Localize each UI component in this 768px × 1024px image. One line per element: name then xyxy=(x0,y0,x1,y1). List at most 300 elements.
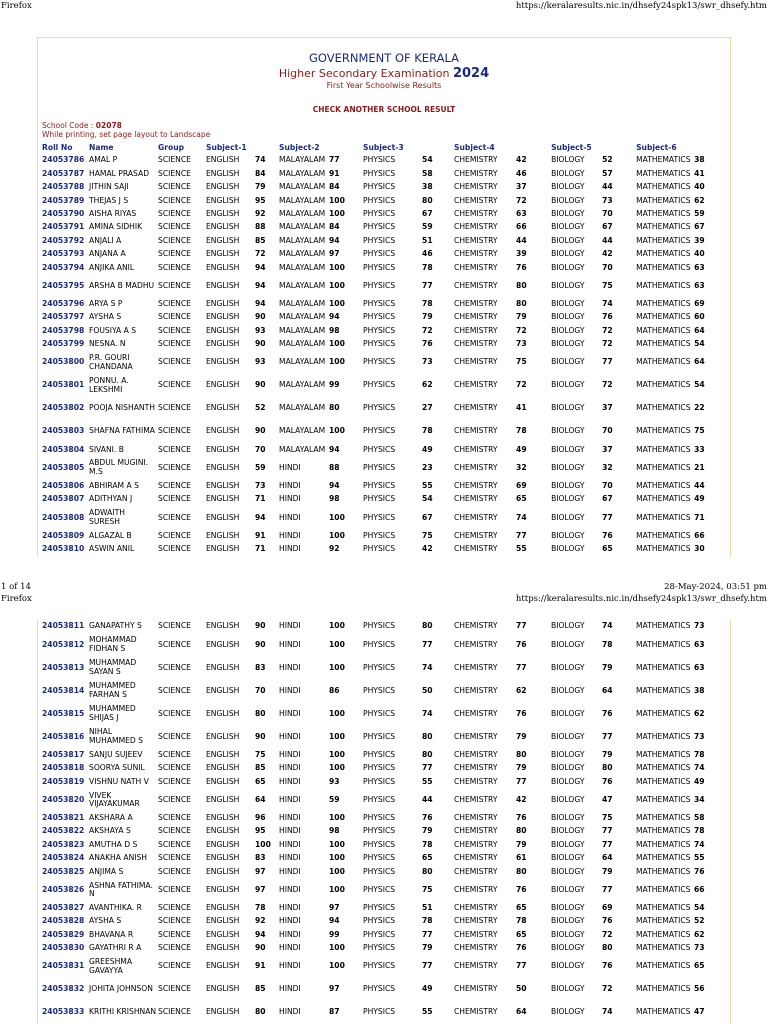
subject-name: MALAYALAM xyxy=(279,339,326,349)
subject-mark: 74 xyxy=(422,708,433,718)
student-name: ABHIRAM A S xyxy=(89,480,139,490)
table-row xyxy=(41,633,714,656)
table-row xyxy=(41,456,714,479)
subject-mark: 64 xyxy=(516,1007,527,1017)
subject-mark: 49 xyxy=(694,494,705,504)
subject-name: CHEMISTRY xyxy=(454,235,498,245)
check-another-school-link[interactable]: CHECK ANOTHER SCHOOL RESULT xyxy=(312,105,456,114)
subject-name: BIOLOGY xyxy=(551,262,585,272)
subject-mark: 100 xyxy=(329,621,345,631)
student-name: GANAPATHY S xyxy=(89,621,142,631)
subject-mark: 98 xyxy=(329,325,340,335)
subject-name: CHEMISTRY xyxy=(454,444,498,454)
subject-name: HINDI xyxy=(279,884,301,894)
subject-mark: 77 xyxy=(422,763,433,773)
subject-mark: 67 xyxy=(602,222,613,232)
group: SCIENCE xyxy=(158,380,191,390)
subject-mark: 80 xyxy=(516,298,527,308)
roll-number: 24053823 xyxy=(42,839,85,849)
student-name: ABDUL MUGINI. M.S xyxy=(89,458,149,476)
subject-mark: 63 xyxy=(694,280,705,290)
group: SCIENCE xyxy=(158,298,191,308)
subject-name: ENGLISH xyxy=(206,685,240,695)
subject-mark: 65 xyxy=(516,929,527,939)
subject-mark: 100 xyxy=(329,339,345,349)
student-name: MUHAMMED SHIJAS J xyxy=(89,704,136,722)
subject-mark: 49 xyxy=(422,984,433,994)
subject-mark: 80 xyxy=(516,866,527,876)
group: SCIENCE xyxy=(158,685,191,695)
student-name: AYSHA S xyxy=(89,916,122,926)
subject-name: CHEMISTRY xyxy=(454,813,498,822)
table-row xyxy=(41,248,714,261)
roll-number: 24053787 xyxy=(42,168,85,178)
group: SCIENCE xyxy=(158,512,191,522)
subject-mark: 54 xyxy=(422,494,433,504)
subject-name: PHYSICS xyxy=(363,813,396,822)
subject-name: PHYSICS xyxy=(363,262,396,272)
subject-mark: 80 xyxy=(422,749,433,759)
subject-name: CHEMISTRY xyxy=(454,544,498,554)
table-row xyxy=(41,838,714,851)
group: SCIENCE xyxy=(158,708,191,718)
subject-name: ENGLISH xyxy=(206,195,240,205)
subject-mark: 77 xyxy=(602,512,613,522)
student-name: ASHNA FATHIMA. N xyxy=(89,880,153,899)
subject-name: CHEMISTRY xyxy=(454,312,498,322)
subject-name: CHEMISTRY xyxy=(454,794,498,804)
subject-mark: 93 xyxy=(255,325,266,335)
subject-mark: 72 xyxy=(516,325,527,335)
subject-mark: 77 xyxy=(602,839,613,849)
table-row xyxy=(41,702,714,725)
group: SCIENCE xyxy=(158,262,191,272)
subject-name: MATHEMATICS xyxy=(636,708,691,718)
subject-mark: 64 xyxy=(255,794,266,804)
group: SCIENCE xyxy=(158,426,191,436)
subject-mark: 54 xyxy=(422,155,433,165)
subject-mark: 78 xyxy=(422,298,433,308)
subject-mark: 80 xyxy=(422,866,433,876)
subject-name: BIOLOGY xyxy=(551,380,585,390)
subject-mark: 79 xyxy=(422,826,433,836)
subject-mark: 55 xyxy=(422,1007,433,1017)
subject-mark: 92 xyxy=(255,209,266,218)
subject-mark: 90 xyxy=(255,621,266,631)
subject-mark: 100 xyxy=(329,262,345,272)
table-row xyxy=(41,978,714,1001)
subject-name: ENGLISH xyxy=(206,168,240,178)
subject-mark: 62 xyxy=(422,380,433,390)
subject-name: BIOLOGY xyxy=(551,339,585,349)
subject-mark: 100 xyxy=(255,839,271,849)
column-header: Roll No xyxy=(42,143,73,152)
group: SCIENCE xyxy=(158,813,191,822)
column-header: Subject-3 xyxy=(363,143,404,152)
group: SCIENCE xyxy=(158,731,191,741)
subject-mark: 76 xyxy=(516,262,527,272)
roll-number: 24053790 xyxy=(42,209,85,218)
subject-name: PHYSICS xyxy=(363,794,396,804)
subject-mark: 71 xyxy=(255,494,266,504)
subject-name: HINDI xyxy=(279,916,301,926)
subject-name: MATHEMATICS xyxy=(636,262,691,272)
subject-name: MATHEMATICS xyxy=(636,155,691,165)
table-row xyxy=(41,865,714,878)
subject-name: MATHEMATICS xyxy=(636,839,691,849)
subject-mark: 77 xyxy=(422,639,433,649)
subject-mark: 37 xyxy=(602,403,613,413)
subject-name: BIOLOGY xyxy=(551,182,585,192)
subject-mark: 73 xyxy=(255,480,266,490)
roll-number: 24053794 xyxy=(42,262,85,272)
subject-mark: 83 xyxy=(255,853,266,863)
subject-mark: 75 xyxy=(516,357,527,367)
subject-name: BIOLOGY xyxy=(551,480,585,490)
subject-name: PHYSICS xyxy=(363,168,396,178)
results-body-page-1 xyxy=(41,154,714,556)
student-name: MUHAMMED FARHAN S xyxy=(89,681,136,699)
roll-number: 24053825 xyxy=(42,866,85,876)
subject-mark: 60 xyxy=(694,312,705,322)
subject-mark: 100 xyxy=(329,763,345,773)
subject-name: BIOLOGY xyxy=(551,884,585,894)
subject-name: BIOLOGY xyxy=(551,621,585,631)
subject-mark: 38 xyxy=(422,182,433,192)
subject-mark: 87 xyxy=(329,1007,340,1017)
student-name: MUHAMMAD SAYAN S xyxy=(89,658,137,676)
subject-name: CHEMISTRY xyxy=(454,1007,498,1017)
roll-number: 24053792 xyxy=(42,235,85,245)
subject-name: PHYSICS xyxy=(363,312,396,322)
subject-mark: 72 xyxy=(602,380,613,390)
subject-name: CHEMISTRY xyxy=(454,426,498,436)
subject-name: MALAYALAM xyxy=(279,235,326,245)
subject-mark: 91 xyxy=(255,961,266,971)
subject-name: ENGLISH xyxy=(206,339,240,349)
roll-number: 24053829 xyxy=(42,929,85,939)
subject-mark: 64 xyxy=(694,357,705,367)
subject-mark: 90 xyxy=(255,380,266,390)
roll-number: 24053824 xyxy=(42,853,85,863)
table-row xyxy=(41,902,714,915)
subject-name: ENGLISH xyxy=(206,403,240,413)
student-name: NIHAL MUHAMMED S xyxy=(89,727,143,745)
subject-name: ENGLISH xyxy=(206,444,240,454)
subject-mark: 76 xyxy=(602,961,613,971)
subject-mark: 47 xyxy=(602,794,613,804)
subject-name: ENGLISH xyxy=(206,209,240,218)
print-datetime: 28-May-2024, 03:51 pm xyxy=(664,582,767,592)
subject-mark: 72 xyxy=(602,325,613,335)
roll-number: 24053828 xyxy=(42,916,85,926)
subject-mark: 64 xyxy=(602,853,613,863)
subject-name: MATHEMATICS xyxy=(636,182,691,192)
subject-name: MATHEMATICS xyxy=(636,1007,691,1017)
subject-mark: 100 xyxy=(329,639,345,649)
subject-name: MALAYALAM xyxy=(279,209,326,218)
subject-name: HINDI xyxy=(279,544,301,554)
subject-mark: 37 xyxy=(516,182,527,192)
page-url[interactable]: https://keralaresults.nic.in/dhsefy24spk13/swr_dhsefy.htm xyxy=(515,1,767,11)
group: SCIENCE xyxy=(158,544,191,554)
table-row xyxy=(41,725,714,748)
subject-mark: 79 xyxy=(422,943,433,953)
subject-mark: 100 xyxy=(329,530,345,540)
subject-name: ENGLISH xyxy=(206,826,240,836)
subject-mark: 42 xyxy=(516,155,527,165)
table-row xyxy=(41,234,714,247)
subject-name: MATHEMATICS xyxy=(636,866,691,876)
subject-mark: 78 xyxy=(422,839,433,849)
subject-name: ENGLISH xyxy=(206,639,240,649)
subject-mark: 74 xyxy=(694,839,705,849)
subject-mark: 63 xyxy=(516,209,527,218)
group: SCIENCE xyxy=(158,929,191,939)
table-row xyxy=(41,748,714,761)
roll-number: 24053814 xyxy=(42,685,85,695)
subject-mark: 55 xyxy=(516,544,527,554)
group: SCIENCE xyxy=(158,280,191,290)
subject-mark: 80 xyxy=(422,621,433,631)
subject-name: BIOLOGY xyxy=(551,325,585,335)
subject-name: MATHEMATICS xyxy=(636,731,691,741)
column-header: Name xyxy=(89,143,114,152)
subject-name: MATHEMATICS xyxy=(636,249,691,259)
subject-mark: 54 xyxy=(694,339,705,349)
subject-name: MATHEMATICS xyxy=(636,480,691,490)
subject-name: MATHEMATICS xyxy=(636,494,691,504)
group: SCIENCE xyxy=(158,155,191,165)
subject-mark: 55 xyxy=(422,480,433,490)
subject-name: PHYSICS xyxy=(363,708,396,718)
subject-name: BIOLOGY xyxy=(551,794,585,804)
subject-name: MATHEMATICS xyxy=(636,380,691,390)
student-name: SHAFNA FATHIMA xyxy=(89,426,155,436)
subject-name: CHEMISTRY xyxy=(454,249,498,259)
subject-mark: 73 xyxy=(422,357,433,367)
subject-name: ENGLISH xyxy=(206,1007,240,1017)
roll-number: 24053796 xyxy=(42,298,85,308)
subject-name: HINDI xyxy=(279,794,301,804)
roll-number: 24053786 xyxy=(42,155,85,165)
subject-mark: 84 xyxy=(255,168,266,178)
group: SCIENCE xyxy=(158,325,191,335)
subject-mark: 94 xyxy=(329,480,340,490)
subject-name: PHYSICS xyxy=(363,357,396,367)
subject-name: ENGLISH xyxy=(206,494,240,504)
subject-mark: 79 xyxy=(516,312,527,322)
table-row xyxy=(41,194,714,207)
subject-name: BIOLOGY xyxy=(551,462,585,472)
roll-number: 24053821 xyxy=(42,813,85,822)
subject-name: HINDI xyxy=(279,1007,301,1017)
subject-mark: 76 xyxy=(602,530,613,540)
roll-number: 24053797 xyxy=(42,312,85,322)
student-name: ANJALI A xyxy=(89,235,122,245)
subject-name: ENGLISH xyxy=(206,155,240,165)
subject-name: PHYSICS xyxy=(363,839,396,849)
subject-name: MATHEMATICS xyxy=(636,763,691,773)
subject-mark: 97 xyxy=(329,984,340,994)
subject-name: MATHEMATICS xyxy=(636,662,691,672)
subject-name: ENGLISH xyxy=(206,280,240,290)
subject-mark: 93 xyxy=(329,776,340,786)
subject-name: BIOLOGY xyxy=(551,512,585,522)
page-url[interactable]: https://keralaresults.nic.in/dhsefy24spk13/swr_dhsefy.htm xyxy=(515,594,767,604)
subject-name: CHEMISTRY xyxy=(454,916,498,926)
subject-name: CHEMISTRY xyxy=(454,262,498,272)
subject-name: PHYSICS xyxy=(363,480,396,490)
subject-mark: 97 xyxy=(329,249,340,259)
subject-mark: 75 xyxy=(694,426,705,436)
subject-name: ENGLISH xyxy=(206,731,240,741)
subject-mark: 74 xyxy=(422,662,433,672)
roll-number: 24053816 xyxy=(42,731,85,741)
subject-mark: 72 xyxy=(602,339,613,349)
subject-mark: 41 xyxy=(694,168,705,178)
subject-mark: 76 xyxy=(602,708,613,718)
subject-name: ENGLISH xyxy=(206,866,240,876)
subject-mark: 52 xyxy=(694,916,705,926)
subject-name: BIOLOGY xyxy=(551,403,585,413)
subject-mark: 75 xyxy=(422,530,433,540)
subject-mark: 73 xyxy=(694,943,705,953)
subject-mark: 72 xyxy=(516,380,527,390)
subject-mark: 90 xyxy=(255,426,266,436)
subject-mark: 74 xyxy=(602,298,613,308)
school-code-label: School Code : xyxy=(42,121,94,130)
subject-name: MALAYALAM xyxy=(279,182,326,192)
table-row xyxy=(41,181,714,194)
subject-name: MATHEMATICS xyxy=(636,444,691,454)
subject-name: PHYSICS xyxy=(363,731,396,741)
subject-mark: 77 xyxy=(516,621,527,631)
student-name: ANJIKA ANIL xyxy=(89,262,135,272)
subject-mark: 63 xyxy=(694,639,705,649)
subject-mark: 64 xyxy=(602,685,613,695)
results-panel-page-2 xyxy=(37,620,731,1024)
table-row xyxy=(41,397,714,420)
subject-mark: 79 xyxy=(422,312,433,322)
subject-name: MATHEMATICS xyxy=(636,195,691,205)
subject-mark: 62 xyxy=(694,929,705,939)
subject-name: MATHEMATICS xyxy=(636,902,691,912)
subject-mark: 47 xyxy=(694,1007,705,1017)
subject-mark: 55 xyxy=(422,776,433,786)
subject-mark: 70 xyxy=(602,209,613,218)
subject-name: BIOLOGY xyxy=(551,662,585,672)
subject-mark: 80 xyxy=(516,280,527,290)
subject-name: ENGLISH xyxy=(206,262,240,272)
subject-name: CHEMISTRY xyxy=(454,325,498,335)
subject-mark: 71 xyxy=(694,512,705,522)
subject-name: BIOLOGY xyxy=(551,249,585,259)
subject-mark: 76 xyxy=(422,339,433,349)
subject-mark: 37 xyxy=(602,444,613,454)
subject-name: ENGLISH xyxy=(206,776,240,786)
subject-name: BIOLOGY xyxy=(551,168,585,178)
subject-mark: 59 xyxy=(422,222,433,232)
subject-mark: 91 xyxy=(329,168,340,178)
subject-name: BIOLOGY xyxy=(551,312,585,322)
subject-mark: 42 xyxy=(602,249,613,259)
subject-mark: 78 xyxy=(694,749,705,759)
table-row xyxy=(41,479,714,492)
column-header: Subject-2 xyxy=(279,143,320,152)
subject-name: CHEMISTRY xyxy=(454,763,498,773)
group: SCIENCE xyxy=(158,621,191,631)
student-name: BHAVANA R xyxy=(89,929,134,939)
subject-name: HINDI xyxy=(279,462,301,472)
subject-mark: 67 xyxy=(694,222,705,232)
column-header: Group xyxy=(158,143,185,152)
group: SCIENCE xyxy=(158,749,191,759)
subject-name: CHEMISTRY xyxy=(454,902,498,912)
table-row xyxy=(41,955,714,978)
subject-mark: 100 xyxy=(329,943,345,953)
roll-number: 24053832 xyxy=(42,984,85,994)
subject-name: HINDI xyxy=(279,826,301,836)
subject-name: BIOLOGY xyxy=(551,544,585,554)
subject-mark: 72 xyxy=(516,195,527,205)
table-row xyxy=(41,506,714,529)
subject-mark: 66 xyxy=(516,222,527,232)
student-name: AMUTHA D S xyxy=(89,839,138,849)
subject-name: HINDI xyxy=(279,929,301,939)
subject-name: PHYSICS xyxy=(363,339,396,349)
subject-name: CHEMISTRY xyxy=(454,853,498,863)
subject-name: HINDI xyxy=(279,984,301,994)
table-row xyxy=(41,1001,714,1024)
subject-mark: 77 xyxy=(516,662,527,672)
group: SCIENCE xyxy=(158,639,191,649)
roll-number: 24053809 xyxy=(42,530,85,540)
subject-mark: 78 xyxy=(602,639,613,649)
subject-name: ENGLISH xyxy=(206,380,240,390)
subject-mark: 58 xyxy=(694,813,705,822)
column-header: Subject-4 xyxy=(454,143,495,152)
subject-name: PHYSICS xyxy=(363,943,396,953)
table-row xyxy=(41,789,714,812)
subject-mark: 76 xyxy=(602,312,613,322)
subject-name: CHEMISTRY xyxy=(454,168,498,178)
subject-name: MATHEMATICS xyxy=(636,339,691,349)
subject-mark: 69 xyxy=(602,902,613,912)
table-row xyxy=(41,420,714,443)
results-table xyxy=(41,141,714,556)
subject-mark: 49 xyxy=(422,444,433,454)
subject-name: PHYSICS xyxy=(363,763,396,773)
exam-year: 2024 xyxy=(452,66,490,81)
subject-name: ENGLISH xyxy=(206,749,240,759)
subject-mark: 88 xyxy=(329,462,340,472)
student-name: AVANTHIKA. R xyxy=(89,902,142,912)
subject-name: BIOLOGY xyxy=(551,943,585,953)
roll-number: 24053791 xyxy=(42,222,85,232)
subject-name: CHEMISTRY xyxy=(454,182,498,192)
subject-mark: 76 xyxy=(516,708,527,718)
subject-mark: 94 xyxy=(255,512,266,522)
subject-name: ENGLISH xyxy=(206,916,240,926)
subject-name: MALAYALAM xyxy=(279,357,326,367)
subject-name: BIOLOGY xyxy=(551,839,585,849)
table-row xyxy=(41,443,714,456)
subject-mark: 62 xyxy=(694,195,705,205)
subject-name: PHYSICS xyxy=(363,494,396,504)
subject-name: MATHEMATICS xyxy=(636,884,691,894)
table-row xyxy=(41,915,714,928)
